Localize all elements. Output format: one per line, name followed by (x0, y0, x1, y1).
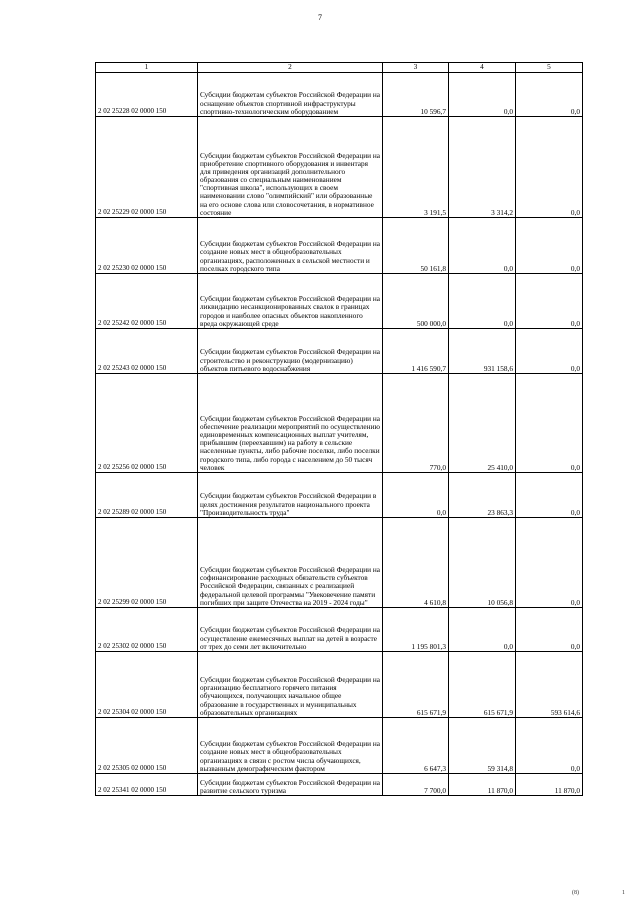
column-number: 4 (449, 63, 516, 73)
budget-table (95, 62, 583, 796)
footer-mark: (8) (572, 890, 579, 896)
column-number: 2 (198, 63, 383, 73)
amount-col4: 3 314,2 (449, 117, 516, 218)
table-row (96, 218, 583, 274)
column-number-row (96, 63, 583, 73)
subsidy-description: Субсидии бюджетам субъектов Российской Федерации на оснащение объектов спортивной инфраструктуры спортивно-технологическим оборудованием (198, 73, 383, 117)
budget-code: 2 02 25243 02 0000 150 (96, 329, 198, 374)
subsidy-description: Субсидии бюджетам субъектов Российской Федерации на создание новых мест в общеобразовательных организациях, расположенных в сельской местности и поселках городского типа (198, 218, 383, 274)
amount-col4: 10 056,8 (449, 518, 516, 608)
amount-col5: 0,0 (516, 117, 583, 218)
table-row (96, 329, 583, 374)
table-row (96, 73, 583, 117)
amount-col4: 931 158,6 (449, 329, 516, 374)
amount-col5: 0,0 (516, 374, 583, 473)
footer-mark: 1 (622, 890, 625, 896)
amount-col5: 0,0 (516, 73, 583, 117)
column-number: 3 (383, 63, 449, 73)
amount-col5: 0,0 (516, 473, 583, 518)
amount-col3: 1 416 590,7 (383, 329, 449, 374)
amount-col5: 0,0 (516, 608, 583, 652)
budget-code: 2 02 25341 02 0000 150 (96, 774, 198, 796)
amount-col5: 0,0 (516, 218, 583, 274)
amount-col3: 4 610,8 (383, 518, 449, 608)
budget-code: 2 02 25229 02 0000 150 (96, 117, 198, 218)
amount-col4: 0,0 (449, 608, 516, 652)
amount-col3: 770,0 (383, 374, 449, 473)
table-row (96, 473, 583, 518)
amount-col3: 50 161,8 (383, 218, 449, 274)
table-row (96, 718, 583, 774)
table-row (96, 274, 583, 329)
table-row (96, 608, 583, 652)
page-number: 7 (318, 13, 322, 22)
subsidy-description: Субсидии бюджетам субъектов Российской Федерации на развитие сельского туризма (198, 774, 383, 796)
budget-code: 2 02 25230 02 0000 150 (96, 218, 198, 274)
amount-col3: 10 596,7 (383, 73, 449, 117)
budget-code: 2 02 25289 02 0000 150 (96, 473, 198, 518)
budget-code: 2 02 25299 02 0000 150 (96, 518, 198, 608)
table-row (96, 374, 583, 473)
amount-col3: 6 647,3 (383, 718, 449, 774)
budget-code: 2 02 25305 02 0000 150 (96, 718, 198, 774)
amount-col3: 1 195 801,3 (383, 608, 449, 652)
budget-code: 2 02 25228 02 0000 150 (96, 73, 198, 117)
amount-col4: 615 671,9 (449, 652, 516, 718)
amount-col3: 3 191,5 (383, 117, 449, 218)
budget-code: 2 02 25302 02 0000 150 (96, 608, 198, 652)
subsidy-description: Субсидии бюджетам субъектов Российской Федерации на обеспечение реализации мероприятий по осуществлению единовременных компенсационных выплат учителям, прибывшим (переехавшим) на работу в сельские населенные пункты, либо рабочие поселки, либо поселки городского типа, либо города с населением до 50 тысяч человек (198, 374, 383, 473)
amount-col5: 0,0 (516, 718, 583, 774)
amount-col4: 0,0 (449, 73, 516, 117)
table-row (96, 652, 583, 718)
subsidy-description: Субсидии бюджетам субъектов Российской Федерации на создание новых мест в общеобразовательных организациях в связи с ростом числа обучающихся, вызванным демографическим фактором (198, 718, 383, 774)
amount-col5: 0,0 (516, 274, 583, 329)
amount-col4: 0,0 (449, 218, 516, 274)
subsidy-description: Субсидии бюджетам субъектов Российской Федерации на софинансирование расходных обязательств субъектов Российской Федерации, связанных с реализацией федеральной целевой программы "Увековечение памяти погибших при защите Отечества на 2019 - 2024 годы" (198, 518, 383, 608)
amount-col4: 59 314,8 (449, 718, 516, 774)
subsidy-description: Субсидии бюджетам субъектов Российской Федерации на ликвидацию несанкционированных свалок в границах городов и наиболее опасных объектов накопленного вреда окружающей среде (198, 274, 383, 329)
table-row (96, 518, 583, 608)
subsidy-description: Субсидии бюджетам субъектов Российской Федерации на приобретение спортивного оборудования и инвентаря для приведения организаций дополнительного образования со специальным наименованием "спортивная школа", использующих в своем наименовании слово "олимпийский" или образованные на его основе слова или словосочетания, в нормативное состояние (198, 117, 383, 218)
amount-col3: 615 671,9 (383, 652, 449, 718)
budget-code: 2 02 25242 02 0000 150 (96, 274, 198, 329)
amount-col5: 0,0 (516, 329, 583, 374)
budget-code: 2 02 25256 02 0000 150 (96, 374, 198, 473)
column-number: 5 (516, 63, 583, 73)
subsidy-description: Субсидии бюджетам субъектов Российской Федерации на организацию бесплатного горячего питания обучающихся, получающих начальное общее образование в государственных и муниципальных образовательных организациях (198, 652, 383, 718)
amount-col4: 23 863,3 (449, 473, 516, 518)
amount-col5: 593 614,6 (516, 652, 583, 718)
table-row (96, 774, 583, 796)
amount-col4: 11 870,0 (449, 774, 516, 796)
amount-col4: 0,0 (449, 274, 516, 329)
subsidy-description: Субсидии бюджетам субъектов Российской Федерации на осуществление ежемесячных выплат на детей в возрасте от трех до семи лет включительно (198, 608, 383, 652)
table-row (96, 117, 583, 218)
amount-col5: 0,0 (516, 518, 583, 608)
subsidy-description: Субсидии бюджетам субъектов Российской Федерации в целях достижения результатов национального проекта "Производительность труда" (198, 473, 383, 518)
amount-col3: 0,0 (383, 473, 449, 518)
amount-col3: 7 700,0 (383, 774, 449, 796)
amount-col5: 11 870,0 (516, 774, 583, 796)
subsidy-description: Субсидии бюджетам субъектов Российской Федерации на строительство и реконструкцию (модернизацию) объектов питьевого водоснабжения (198, 329, 383, 374)
column-number: 1 (96, 63, 198, 73)
budget-code: 2 02 25304 02 0000 150 (96, 652, 198, 718)
amount-col4: 25 410,0 (449, 374, 516, 473)
amount-col3: 500 000,0 (383, 274, 449, 329)
